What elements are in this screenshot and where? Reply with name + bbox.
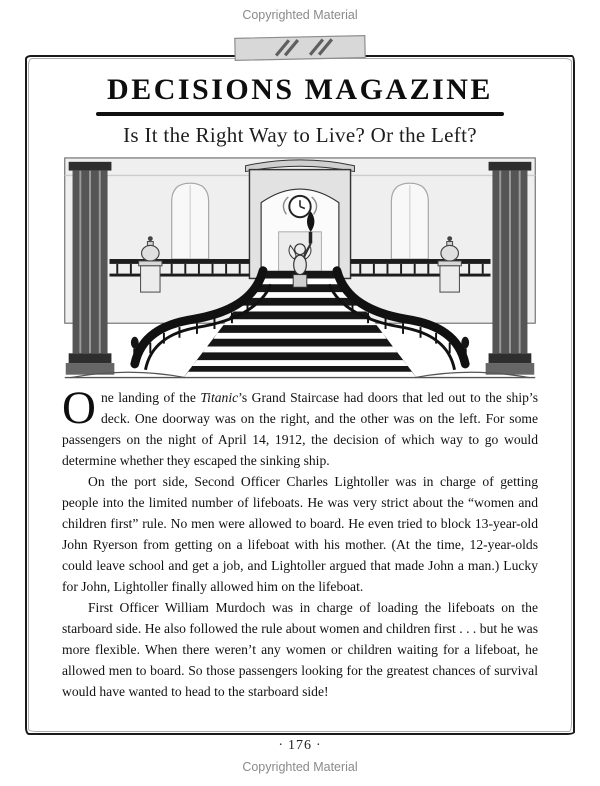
article-body	[62, 382, 538, 702]
right-column	[486, 162, 535, 375]
titanic-italic: Titanic	[200, 390, 239, 406]
page-number	[0, 738, 600, 754]
paragraph-3: First Officer William Murdoch was in charge of loading the lifeboats on the starboard side. He also followed the rule about women and children first . . . but he was more flexible. When there weren’t any women or children waiting for a lifeboat, he allowed men to board. So those passengers looking for the greatest chances of survival would have wanted to head to the starboard side!	[62, 600, 538, 700]
staircase-illustration-svg	[57, 156, 543, 382]
copyright-top: Copyrighted Material	[242, 8, 358, 22]
page-number-dot-right: ·	[316, 738, 322, 753]
tape-svg	[234, 35, 366, 62]
copyright-bottom: Copyrighted Material	[242, 760, 358, 774]
left-column	[66, 162, 115, 375]
page-number-value: 176	[288, 738, 312, 753]
page-frame	[25, 55, 575, 735]
title-underline	[96, 112, 504, 116]
article-subtitle: Is It the Right Way to Live? Or the Left?	[123, 122, 477, 147]
paragraph-1-text: ne landing of the	[100, 390, 201, 406]
paragraph-2: On the port side, Second Officer Charles Lightoller was in charge of getting people into the limited number of lifeboats. He was very strict about the “women and children first” rule. No men were allowed to board. He even tried to block 13-year-old John Ryerson from getting on a lifeboat with his mother. (At the time, 12-year-olds could leave school and get a job, and Lightoller argued that made John a man.) Lucky for John, Lightoller finally allowed him on the lifeboat.	[62, 474, 538, 595]
dropcap-letter: O	[62, 382, 96, 435]
magazine-title: DECISIONS MAGAZINE	[107, 73, 493, 106]
grand-staircase-illustration	[57, 156, 543, 382]
paragraph-1-text-cont: ’s Grand Staircase had doors that led out to the ship’s deck. One doorway was on the right, and the other was on the left. For some passengers on the night of April 14, 1912, the decision of which way to go would determine whether they escaped the sinking ship.	[62, 390, 538, 469]
page-number-dot-left: ·	[278, 738, 284, 753]
paragraph-1	[62, 382, 538, 471]
tape-graphic	[234, 35, 366, 62]
